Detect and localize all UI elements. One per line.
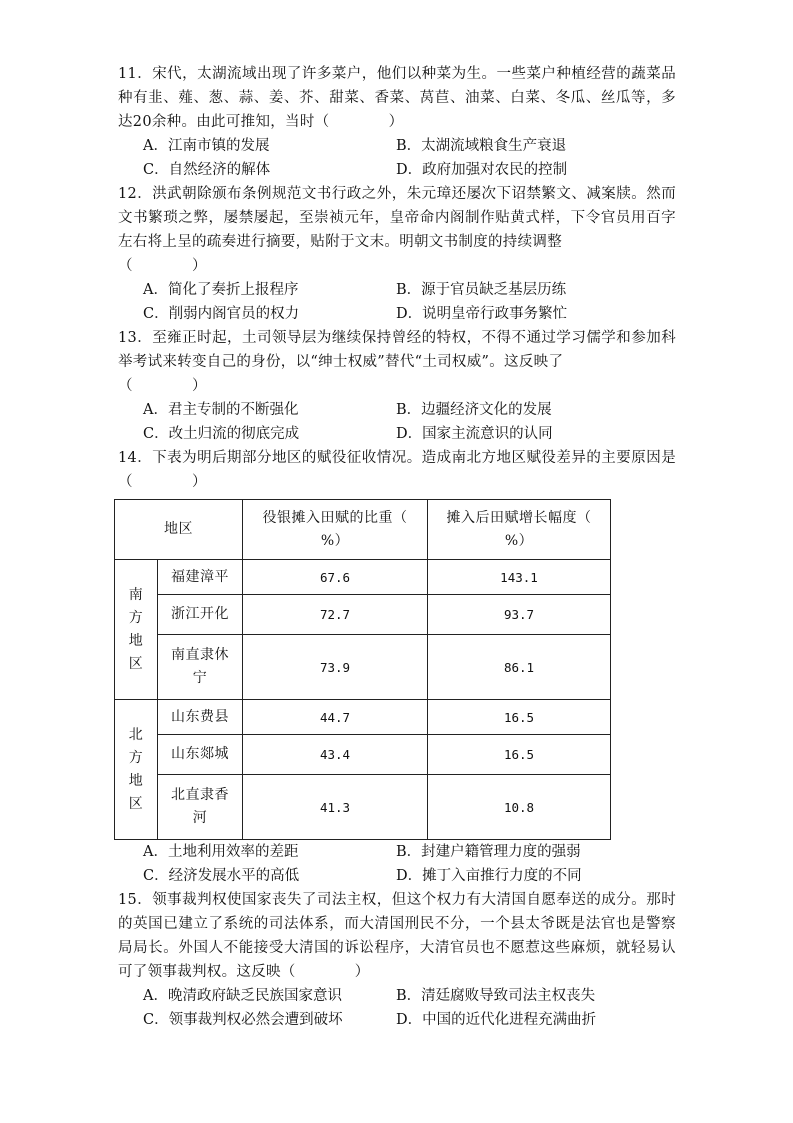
share-cell: 44.7 [243, 700, 428, 735]
share-cell: 67.6 [243, 560, 428, 595]
option-d: D．说明皇帝行政事务繁忙 [396, 306, 568, 322]
table-row [115, 560, 611, 595]
region-cell-north: 北 方 地 区 [115, 700, 158, 840]
question-stem: 15．领事裁判权使国家丧失了司法主权，但这个权力有大清国自愿奉送的成分。那时的英国已建立了系统的司法体系，而大清国刑民不分，一个县太爷既是法官也是警察局局长。外国人不能接受大清国的诉讼程序，大清官员也不愿惹这些麻烦，就轻易认可了领事裁判权。这反映（ ） [118, 892, 676, 980]
answer-blank: （ ） [118, 378, 207, 394]
growth-cell: 10.8 [428, 775, 611, 840]
growth-cell: 16.5 [428, 700, 611, 735]
option-d: D．摊丁入亩推行力度的不同 [396, 868, 582, 884]
option-b: B．边疆经济文化的发展 [396, 402, 552, 418]
place-cell: 北直隶香 河 [158, 775, 243, 840]
growth-cell: 16.5 [428, 735, 611, 775]
answer-blank: （ ） [118, 258, 207, 274]
option-b: B．太湖流域粮食生产衰退 [396, 138, 567, 154]
option-a: A．晚清政府缺乏民族国家意识 [143, 988, 342, 1004]
table-row [115, 635, 611, 700]
exam-page [118, 62, 676, 1032]
place-cell: 南直隶休 宁 [158, 635, 243, 700]
question-stem: 14．下表为明后期部分地区的赋役征收情况。造成南北方地区赋役差异的主要原因是（ ） [118, 450, 676, 490]
place-cell: 福建漳平 [158, 560, 243, 595]
header-growth: 摊入后田赋增长幅度（ %） [428, 500, 611, 560]
option-list [118, 398, 676, 446]
option-c: C．经济发展水平的高低 [143, 868, 300, 884]
growth-cell: 86.1 [428, 635, 611, 700]
tax-table [114, 499, 611, 840]
option-a: A．江南市镇的发展 [143, 138, 270, 154]
table-row [115, 775, 611, 840]
option-d: D．中国的近代化进程充满曲折 [396, 1012, 597, 1028]
option-b: B．封建户籍管理力度的强弱 [396, 844, 581, 860]
question-13 [118, 326, 676, 446]
question-stem: 13．至雍正时起，土司领导层为继续保持曾经的特权，不得不通过学习儒学和参加科举考试来转变自己的身份，以“绅士权威”替代“土司权威”。这反映了 [118, 330, 676, 370]
option-d: D．国家主流意识的认同 [396, 426, 553, 442]
question-15 [118, 888, 676, 1032]
option-a: A．简化了奏折上报程序 [143, 282, 299, 298]
table-row [115, 595, 611, 635]
option-c: C．削弱内阁官员的权力 [143, 306, 300, 322]
header-share: 役银摊入田赋的比重（ %） [243, 500, 428, 560]
option-list [118, 840, 676, 888]
option-b: B．清廷腐败导致司法主权丧失 [396, 988, 596, 1004]
header-region: 地区 [115, 500, 243, 560]
option-c: C．改土归流的彻底完成 [143, 426, 300, 442]
option-list [118, 984, 676, 1032]
place-cell: 浙江开化 [158, 595, 243, 635]
region-cell-south: 南 方 地 区 [115, 560, 158, 700]
place-cell: 山东郯城 [158, 735, 243, 775]
option-c: C．自然经济的解体 [143, 162, 271, 178]
question-14 [118, 446, 676, 888]
option-b: B．源于官员缺乏基层历练 [396, 282, 567, 298]
table-row [115, 700, 611, 735]
question-12 [118, 182, 676, 326]
table-header-row [115, 500, 611, 560]
growth-cell: 93.7 [428, 595, 611, 635]
question-11 [118, 62, 676, 182]
question-stem: 12．洪武朝除颁布条例规范文书行政之外，朱元璋还屡次下诏禁繁文、减案牍。然而文书繁琐之弊，屡禁屡起，至崇祯元年，皇帝命内阁制作贴黄式样，下令官员用百字左右将上呈的疏奏进行摘要，贴附于文末。明朝文书制度的持续调整 [118, 186, 676, 250]
share-cell: 41.3 [243, 775, 428, 840]
option-list [118, 134, 676, 182]
share-cell: 73.9 [243, 635, 428, 700]
table-row [115, 735, 611, 775]
growth-cell: 143.1 [428, 560, 611, 595]
option-list [118, 278, 676, 326]
place-cell: 山东费县 [158, 700, 243, 735]
option-a: A．君主专制的不断强化 [143, 402, 299, 418]
option-d: D．政府加强对农民的控制 [396, 162, 568, 178]
option-c: C．领事裁判权必然会遭到破坏 [143, 1012, 343, 1028]
question-stem: 11．宋代，太湖流域出现了许多菜户，他们以种菜为生。一些菜户种植经营的蔬菜品种有韭、薤、葱、蒜、姜、芥、甜菜、香菜、莴苣、油菜、白菜、冬瓜、丝瓜等，多达20余种。由此可推知，当时（ ） [118, 66, 676, 130]
share-cell: 43.4 [243, 735, 428, 775]
option-a: A．土地利用效率的差距 [143, 844, 299, 860]
share-cell: 72.7 [243, 595, 428, 635]
